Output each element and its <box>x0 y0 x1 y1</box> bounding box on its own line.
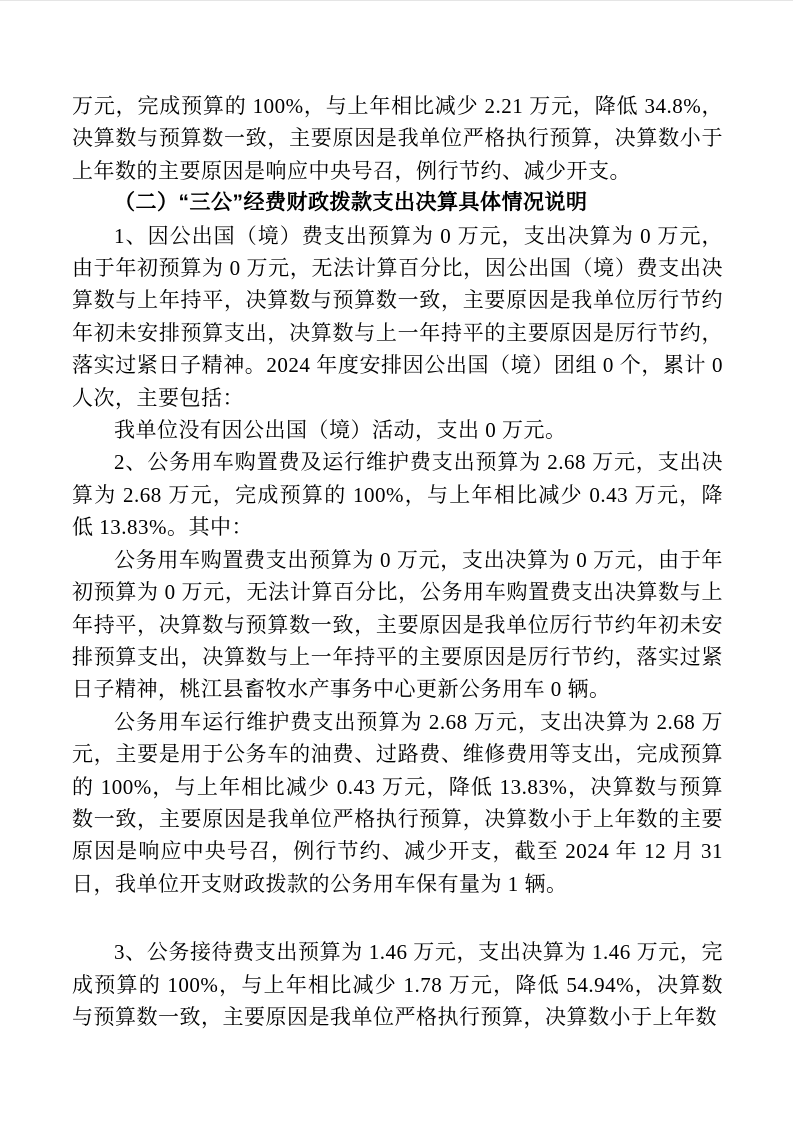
paragraph-vehicle-maintenance-expense: 公务用车运行维护费支出预算为 2.68 万元，支出决算为 2.68 万元，主要是用于公务车的油费、过路费、维修费用等支出，完成预算的 100%，与上年相比减少 0.43 万元，降低 13.83%，决算数与预算数一致，主要原因是我单位严格执行预算，决算数小于上年数的主要原因是响应中央号召，例行节约、减少开支，截至 2024 年 12 月 31 日，我单位开支财政拨款的公务用车保有量为 1 辆。 <box>72 709 724 896</box>
paragraph-official-reception-expense: 3、公务接待费支出预算为 1.46 万元，支出决算为 1.46 万元，完成预算的 100%，与上年相比减少 1.78 万元，降低 54.94%，决算数与预算数一致，主要原因是我单位严格执行预算，决算数小于上年数 <box>72 940 723 1029</box>
paragraph-vehicle-purchase-expense: 公务用车购置费支出预算为 0 万元，支出决算为 0 万元，由于年初预算为 0 万元，无法计算百分比，公务用车购置费支出决算数与上年持平，决算数与预算数一致，主要原因是我单位厉行节约年初未安排预算支出，决算数与上一年持平的主要原因是厉行节约，落实过紧日子精神，桃江县畜牧水产事务中心更新公务用车 0 辆。 <box>72 547 723 702</box>
paragraph-overseas-travel-note: 我单位没有因公出国（境）活动，支出 0 万元。 <box>114 418 567 443</box>
paragraph-continuation-budget-summary: 万元，完成预算的 100%，与上年相比减少 2.21 万元，降低 34.8%，决算数与预算数一致，主要原因是我单位严格执行预算，决算数小于上年数的主要原因是响应中央号召，例行节约、减少开支。 <box>72 94 723 183</box>
section-heading-three-public-expenses: （二）“三公”经费财政拨款支出决算具体情况说明 <box>114 191 588 215</box>
paragraph-overseas-travel-expense: 1、因公出国（境）费支出预算为 0 万元，支出决算为 0 万元，由于年初预算为 0 万元，无法计算百分比，因公出国（境）费支出决算数与上年持平，决算数与预算数一致，主要原因是我单位厉行节约年初未安排预算支出，决算数与上一年持平的主要原因是厉行节约，落实过紧日子精神。2024 年度安排因公出国（境）团组 0 个，累计 0 人次，主要包括： <box>72 223 723 410</box>
blank-line <box>72 900 723 936</box>
paragraph-official-vehicle-total: 2、公务用车购置费及运行维护费支出预算为 2.68 万元，支出决算为 2.68 万元，完成预算的 100%，与上年相比减少 0.43 万元，降低 13.83%。其中： <box>72 450 723 540</box>
